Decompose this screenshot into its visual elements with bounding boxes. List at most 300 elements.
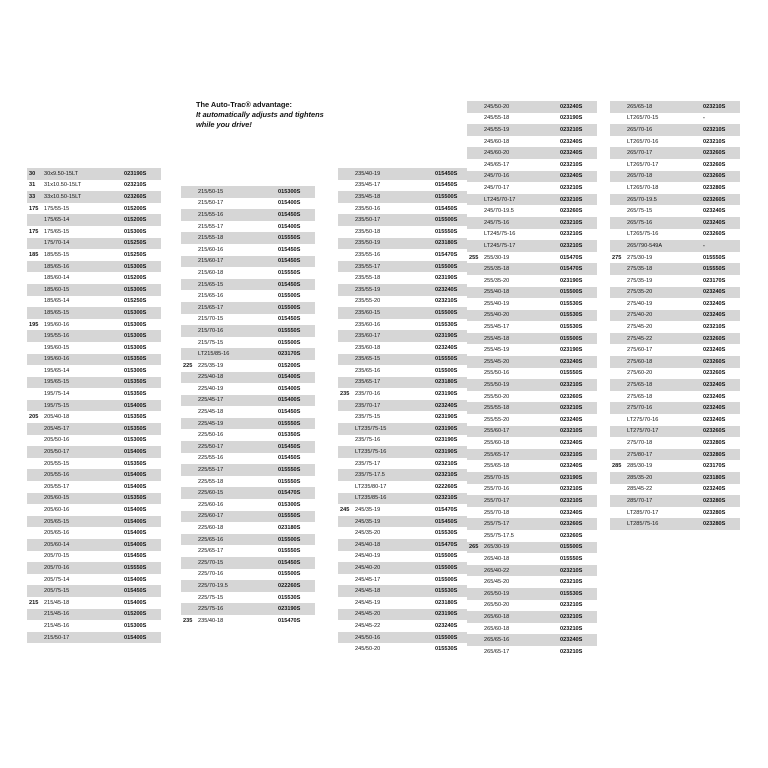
tire-width-group-cell xyxy=(27,284,41,296)
tire-width-group-cell xyxy=(27,272,41,284)
table-row xyxy=(467,518,597,530)
part-number-cell: 015530S xyxy=(435,530,458,537)
tire-size-cell: 255/65-18 xyxy=(484,463,510,470)
tire-width-group-cell xyxy=(610,275,624,287)
table-row xyxy=(181,511,315,523)
tire-size-cell: 225/45-19 xyxy=(198,420,224,427)
table-row xyxy=(27,585,161,597)
part-number-cell: 023210S xyxy=(560,497,583,504)
tire-width-group-cell xyxy=(181,545,195,557)
part-number-cell: 023280S xyxy=(703,451,726,458)
tire-width-group-cell xyxy=(467,344,481,356)
tire-width-group-cell: 225 xyxy=(183,362,193,369)
tire-width-group-cell xyxy=(338,458,352,470)
part-number-cell: 015450S xyxy=(278,409,301,416)
part-number-cell: 015450S xyxy=(278,281,301,288)
tire-size-cell: LT235/75-15 xyxy=(355,425,387,432)
tire-size-cell: 255/70-17 xyxy=(484,497,510,504)
tire-size-cell: 275/60-17 xyxy=(627,347,653,354)
tire-width-group-cell xyxy=(338,516,352,528)
tire-width-group-cell xyxy=(467,368,481,380)
tire-size-cell: 205/75-15 xyxy=(44,588,70,595)
tire-size-cell: 255/35-20 xyxy=(484,277,510,284)
part-number-cell: 023280S xyxy=(703,509,726,516)
part-number-cell: 015250S xyxy=(124,240,147,247)
part-number-cell: 015500S xyxy=(435,564,458,571)
table-row xyxy=(27,203,161,215)
tire-width-group-cell xyxy=(610,229,624,241)
tire-width-group-cell xyxy=(467,101,481,113)
table-row xyxy=(181,290,315,302)
tire-width-group-cell xyxy=(467,298,481,310)
table-row xyxy=(467,287,597,299)
table-row xyxy=(467,437,597,449)
tire-width-group-cell xyxy=(467,333,481,345)
tire-size-cell: 215/45-16 xyxy=(44,622,70,629)
part-number-cell: 023240S xyxy=(560,358,583,365)
part-number-cell: 015300S xyxy=(124,333,147,340)
tire-size-cell: 255/45-20 xyxy=(484,358,510,365)
table-row xyxy=(610,205,740,217)
tire-width-group-cell xyxy=(467,484,481,496)
table-row xyxy=(181,603,315,615)
part-number-cell: 015350S xyxy=(124,414,147,421)
table-row xyxy=(181,476,315,488)
tire-width-group-cell xyxy=(610,147,624,159)
part-number-cell: 023240S xyxy=(560,173,583,180)
tire-size-cell: 215/50-15 xyxy=(198,188,224,195)
tire-width-group-cell: 235 xyxy=(340,391,350,398)
tire-size-cell: LT235/80-17 xyxy=(355,483,387,490)
tire-size-cell: 225/45-18 xyxy=(198,409,224,416)
tire-width-group-cell: 265 xyxy=(469,544,479,551)
tire-width-group-cell xyxy=(27,354,41,366)
tire-size-cell: 235/55-16 xyxy=(355,251,381,258)
table-row xyxy=(338,249,472,261)
tire-size-cell: LT265/70-16 xyxy=(627,138,659,145)
tire-size-cell: 235/50-18 xyxy=(355,228,381,235)
tire-size-cell: LT245/75-17 xyxy=(484,242,516,249)
part-number-cell: 015550S xyxy=(703,266,726,273)
table-row xyxy=(27,330,161,342)
part-number-cell: 023260S xyxy=(703,196,726,203)
table-row xyxy=(181,406,315,418)
tire-width-group-cell xyxy=(467,263,481,275)
tire-size-cell: 255/50-19 xyxy=(484,382,510,389)
tire-width-group-cell xyxy=(610,426,624,438)
part-number-cell: 015550S xyxy=(560,370,583,377)
tire-width-group-cell xyxy=(181,429,195,441)
part-number-cell: 023210S xyxy=(703,103,726,110)
part-number-cell: 023240S xyxy=(703,300,726,307)
table-row xyxy=(467,333,597,345)
table-row xyxy=(338,284,472,296)
tire-size-cell: 205/70-15 xyxy=(44,553,70,560)
table-row xyxy=(27,342,161,354)
part-number-cell: 023210S xyxy=(560,242,583,249)
table-row xyxy=(467,182,597,194)
tire-size-cell: 265/75-16 xyxy=(627,219,653,226)
part-number-cell: 015500S xyxy=(560,289,583,296)
tire-size-cell: 215/45-16 xyxy=(44,611,70,618)
part-number-cell: 023260S xyxy=(703,173,726,180)
table-row xyxy=(610,368,740,380)
tire-width-group-cell xyxy=(338,296,352,308)
table-row xyxy=(610,472,740,484)
part-number-cell: 023260S xyxy=(703,358,726,365)
tire-width-group-cell xyxy=(338,226,352,238)
table-row xyxy=(27,504,161,516)
tire-width-group-cell xyxy=(610,321,624,333)
tire-width-group-cell xyxy=(610,391,624,403)
tire-width-group-cell xyxy=(181,522,195,534)
table-row xyxy=(338,180,472,192)
part-number-cell: 015450S xyxy=(435,182,458,189)
table-row xyxy=(610,402,740,414)
table-row xyxy=(27,574,161,586)
tire-size-cell: LT275/70-16 xyxy=(627,416,659,423)
table-row xyxy=(181,256,315,268)
tire-size-cell: 215/65-17 xyxy=(198,304,224,311)
table-row xyxy=(338,319,472,331)
tire-width-group-cell xyxy=(27,551,41,563)
tire-size-cell: 255/75-17.5 xyxy=(484,532,514,539)
tire-size-cell: 225/60-18 xyxy=(198,525,224,532)
table-row xyxy=(467,634,597,646)
part-number-cell: 015250S xyxy=(124,251,147,258)
tire-size-cell: 265/60-18 xyxy=(484,625,510,632)
part-number-cell: 015400S xyxy=(124,472,147,479)
part-number-cell: 015500S xyxy=(278,304,301,311)
tire-width-group-cell xyxy=(181,406,195,418)
tire-size-cell: 235/40-19 xyxy=(355,170,381,177)
part-number-cell: 015450S xyxy=(278,211,301,218)
tire-width-group-cell xyxy=(181,256,195,268)
table-row xyxy=(467,252,597,264)
table-row xyxy=(610,147,740,159)
table-row xyxy=(338,504,472,516)
table-row xyxy=(467,113,597,125)
size-table-column-1 xyxy=(27,168,161,643)
table-row xyxy=(338,377,472,389)
part-number-cell: 023210S xyxy=(560,648,583,655)
tire-size-cell: LT265/70-17 xyxy=(627,161,659,168)
tire-width-group-cell xyxy=(467,402,481,414)
tire-size-cell: 225/40-19 xyxy=(198,385,224,392)
tire-size-cell: 265/60-18 xyxy=(484,613,510,620)
tire-width-group-cell xyxy=(27,493,41,505)
tire-width-group-cell xyxy=(27,296,41,308)
tire-width-group-cell xyxy=(467,449,481,461)
table-row xyxy=(467,124,597,136)
tire-size-cell: LT245/70-17 xyxy=(484,196,516,203)
part-number-cell: - xyxy=(703,242,705,249)
tire-size-cell: 275/65-18 xyxy=(627,382,653,389)
tire-width-group-cell xyxy=(27,469,41,481)
table-row xyxy=(467,553,597,565)
part-number-cell: 023260S xyxy=(560,532,583,539)
part-number-cell: 015450S xyxy=(278,316,301,323)
part-number-cell: 015400S xyxy=(124,507,147,514)
part-number-cell: 023280S xyxy=(703,184,726,191)
table-row xyxy=(27,411,161,423)
tire-size-cell: 255/55-20 xyxy=(484,416,510,423)
table-row xyxy=(181,441,315,453)
table-row xyxy=(181,487,315,499)
table-row xyxy=(338,516,472,528)
tire-size-cell: 245/55-18 xyxy=(484,115,510,122)
tire-width-group-cell xyxy=(27,609,41,621)
table-row xyxy=(338,527,472,539)
table-row xyxy=(467,507,597,519)
part-number-cell: 023240S xyxy=(703,208,726,215)
tire-size-cell: 235/65-15 xyxy=(355,356,381,363)
tire-width-group-cell: 195 xyxy=(29,321,39,328)
tire-width-group-cell xyxy=(27,620,41,632)
tire-size-cell: 245/50-20 xyxy=(484,103,510,110)
tire-size-cell: 235/45-17 xyxy=(355,182,381,189)
part-number-cell: 023210S xyxy=(560,486,583,493)
table-row xyxy=(610,391,740,403)
table-row xyxy=(467,426,597,438)
tire-width-group-cell xyxy=(467,611,481,623)
part-number-cell: 022260S xyxy=(278,582,301,589)
table-row xyxy=(338,191,472,203)
tire-width-group-cell xyxy=(27,585,41,597)
part-number-cell: 015550S xyxy=(278,327,301,334)
table-row xyxy=(467,391,597,403)
part-number-cell: 015550S xyxy=(278,269,301,276)
tire-size-cell: 245/75-16 xyxy=(484,219,510,226)
tire-size-cell: 265/65-16 xyxy=(484,637,510,644)
tire-size-cell: 225/60-15 xyxy=(198,490,224,497)
part-number-cell: 023240S xyxy=(435,402,458,409)
table-row xyxy=(181,569,315,581)
part-number-cell: 023260S xyxy=(560,521,583,528)
part-number-cell: 023210S xyxy=(703,126,726,133)
table-row xyxy=(467,484,597,496)
tire-width-group-cell xyxy=(610,518,624,530)
table-row xyxy=(181,464,315,476)
part-number-cell: 023240S xyxy=(703,416,726,423)
part-number-cell: 015500S xyxy=(435,217,458,224)
tire-size-cell: 235/75-15 xyxy=(355,414,381,421)
table-row xyxy=(467,414,597,426)
tire-width-group-cell xyxy=(610,298,624,310)
part-number-cell: 023210S xyxy=(560,126,583,133)
part-number-cell: 015470S xyxy=(435,251,458,258)
table-row xyxy=(27,597,161,609)
part-number-cell: 015400S xyxy=(278,374,301,381)
part-number-cell: 023240S xyxy=(560,416,583,423)
tire-width-group-cell xyxy=(27,527,41,539)
tire-width-group-cell xyxy=(181,186,195,198)
table-row xyxy=(467,542,597,554)
table-row xyxy=(181,244,315,256)
table-row xyxy=(610,182,740,194)
headline-line-3: while you drive! xyxy=(196,120,252,129)
part-number-cell: 015400S xyxy=(278,200,301,207)
tire-size-cell: 255/55-18 xyxy=(484,405,510,412)
part-number-cell: 023240S xyxy=(703,347,726,354)
tire-size-cell: LT245/75-16 xyxy=(484,231,516,238)
tire-size-cell: 225/70-16 xyxy=(198,571,224,578)
part-number-cell: 023210S xyxy=(703,324,726,331)
headline-block xyxy=(196,100,366,130)
tire-width-group-cell xyxy=(27,214,41,226)
part-number-cell: 023240S xyxy=(560,509,583,516)
table-row xyxy=(27,226,161,238)
tire-size-cell: LT275/70-17 xyxy=(627,428,659,435)
table-row xyxy=(467,379,597,391)
part-number-cell: 015200S xyxy=(124,275,147,282)
part-number-cell: 023260S xyxy=(703,428,726,435)
tire-width-group-cell xyxy=(467,472,481,484)
tire-width-group-cell: 175 xyxy=(29,205,39,212)
tire-width-group-cell xyxy=(181,569,195,581)
tire-width-group-cell xyxy=(338,272,352,284)
tire-size-cell: 255/70-16 xyxy=(484,486,510,493)
tire-width-group-cell: 285 xyxy=(612,463,622,470)
table-row xyxy=(27,539,161,551)
tire-size-cell: 265/70-18 xyxy=(627,173,653,180)
table-row xyxy=(338,354,472,366)
table-row xyxy=(338,539,472,551)
part-number-cell: 023190S xyxy=(435,449,458,456)
table-row xyxy=(181,325,315,337)
part-number-cell: 023240S xyxy=(560,138,583,145)
table-row xyxy=(27,469,161,481)
tire-size-cell: 205/40-18 xyxy=(44,414,70,421)
tire-size-cell: 265/70-19.5 xyxy=(627,196,657,203)
table-row xyxy=(467,321,597,333)
table-row xyxy=(467,356,597,368)
part-number-cell: 015550S xyxy=(278,513,301,520)
tire-size-cell: 215/50-17 xyxy=(198,200,224,207)
part-number-cell: 023210S xyxy=(560,613,583,620)
tire-size-cell: 255/45-19 xyxy=(484,347,510,354)
tire-width-group-cell xyxy=(338,400,352,412)
size-table-column-5 xyxy=(610,101,740,530)
part-number-cell: 015400S xyxy=(278,397,301,404)
table-row xyxy=(338,411,472,423)
tire-width-group-cell: 185 xyxy=(29,251,39,258)
table-row xyxy=(181,302,315,314)
part-number-cell: 023210S xyxy=(560,184,583,191)
part-number-cell: 023180S xyxy=(278,525,301,532)
part-number-cell: 015470S xyxy=(435,541,458,548)
table-row xyxy=(27,238,161,250)
tire-size-cell: 245/35-19 xyxy=(355,507,381,514)
part-number-cell: 023210S xyxy=(560,382,583,389)
tire-width-group-cell xyxy=(467,321,481,333)
part-number-cell: 023210S xyxy=(560,602,583,609)
part-number-cell: 015450S xyxy=(278,258,301,265)
tire-size-cell: 265/70-17 xyxy=(627,150,653,157)
tire-size-cell: 205/75-14 xyxy=(44,576,70,583)
tire-width-group-cell xyxy=(467,287,481,299)
tire-size-cell: 175/55-15 xyxy=(44,205,70,212)
table-row xyxy=(467,495,597,507)
part-number-cell: 015400S xyxy=(124,518,147,525)
table-row xyxy=(27,388,161,400)
tire-width-group-cell xyxy=(610,472,624,484)
tire-width-group-cell xyxy=(181,348,195,360)
table-row xyxy=(467,159,597,171)
tire-width-group-cell: 255 xyxy=(469,254,479,261)
table-row xyxy=(467,460,597,472)
size-table-column-2 xyxy=(181,186,315,627)
part-number-cell: 015500S xyxy=(560,544,583,551)
tire-width-group-cell: 245 xyxy=(340,507,350,514)
table-row xyxy=(467,194,597,206)
headline-line-1: The Auto-Trac® advantage: xyxy=(196,100,292,109)
tire-size-cell: 285/30-19 xyxy=(627,463,653,470)
table-row xyxy=(610,518,740,530)
tire-size-cell: 265/30-19 xyxy=(484,544,510,551)
table-row xyxy=(467,368,597,380)
tire-width-group-cell xyxy=(467,634,481,646)
part-number-cell: 015350S xyxy=(124,460,147,467)
tire-width-group-cell xyxy=(181,534,195,546)
tire-width-group-cell xyxy=(467,171,481,183)
part-number-cell: 023240S xyxy=(703,289,726,296)
table-row xyxy=(610,252,740,264)
tire-size-cell: 225/50-16 xyxy=(198,432,224,439)
tire-width-group-cell xyxy=(181,244,195,256)
table-row xyxy=(338,481,472,493)
table-row xyxy=(610,484,740,496)
part-number-cell: 015450S xyxy=(278,559,301,566)
table-row xyxy=(181,337,315,349)
tire-size-cell: 175/70-14 xyxy=(44,240,70,247)
part-number-cell: 015530S xyxy=(435,321,458,328)
part-number-cell: 015500S xyxy=(278,571,301,578)
tire-width-group-cell xyxy=(467,600,481,612)
tire-size-cell: 245/50-16 xyxy=(355,634,381,641)
part-number-cell: 023240S xyxy=(560,637,583,644)
table-row xyxy=(338,643,472,655)
tire-size-cell: 215/60-17 xyxy=(198,258,224,265)
tire-size-cell: LT265/70-18 xyxy=(627,184,659,191)
tire-size-cell: 255/35-18 xyxy=(484,266,510,273)
table-row xyxy=(27,458,161,470)
tire-size-cell: 245/70-16 xyxy=(484,173,510,180)
part-number-cell: 023190S xyxy=(435,611,458,618)
tire-width-group-cell: 175 xyxy=(29,228,39,235)
tire-size-cell: 265/790-549A xyxy=(627,242,663,249)
tire-size-cell: 175/65-15 xyxy=(44,228,70,235)
part-number-cell: 015400S xyxy=(124,541,147,548)
table-row xyxy=(338,272,472,284)
part-number-cell: 015500S xyxy=(435,193,458,200)
tire-width-group-cell xyxy=(467,275,481,287)
part-number-cell: 023210S xyxy=(560,625,583,632)
part-number-cell: 015400S xyxy=(124,483,147,490)
part-number-cell: 023240S xyxy=(435,286,458,293)
part-number-cell: 015400S xyxy=(124,449,147,456)
table-row xyxy=(610,321,740,333)
tire-size-cell: 205/55-15 xyxy=(44,460,70,467)
tire-size-cell: 255/40-18 xyxy=(484,289,510,296)
tire-size-cell: 235/60-15 xyxy=(355,309,381,316)
tire-size-cell: LT285/70-17 xyxy=(627,509,659,516)
part-number-cell: 023260S xyxy=(703,370,726,377)
tire-width-group-cell xyxy=(338,203,352,215)
part-number-cell: 015450S xyxy=(278,443,301,450)
tire-size-cell: 245/45-17 xyxy=(355,576,381,583)
table-row xyxy=(610,287,740,299)
